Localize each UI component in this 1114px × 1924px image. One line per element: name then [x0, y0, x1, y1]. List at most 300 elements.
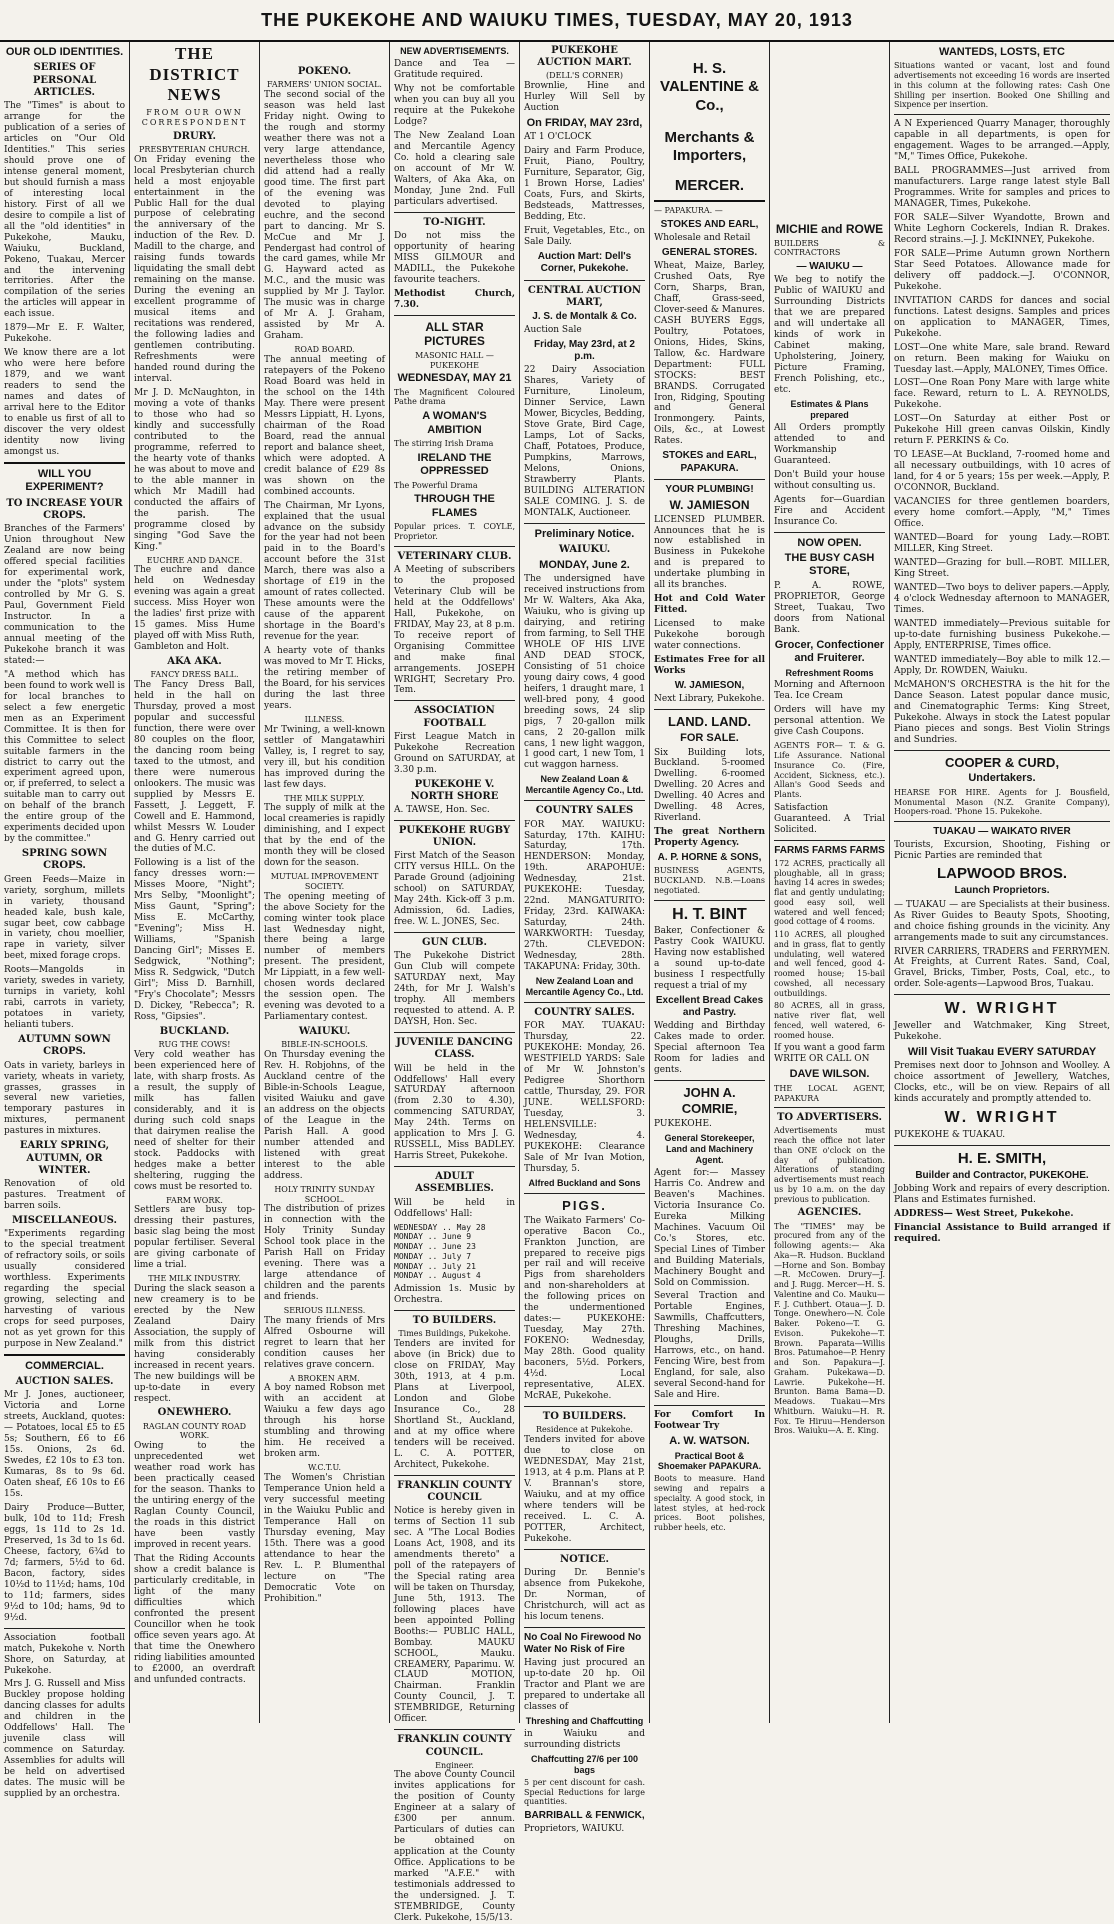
subheading: STOKES and EARL, PAPAKURA. — [662, 450, 757, 474]
classified-ad: VACANCIES for three gentlemen boarders, every home comfort.—Apply, "M," Times Office. — [894, 497, 1110, 530]
list-item: MONDAY .. June 9 — [394, 1232, 472, 1242]
assembly-dates — [394, 1223, 515, 1282]
divider — [654, 200, 765, 202]
subheading: Excellent Bread Cakes and Pastry. — [655, 995, 764, 1019]
divider — [524, 800, 645, 801]
paragraph: Six Building lots, Buckland. 5-roomed Dwelling. 6-roomed Dwelling. 20 Acres and Dwelling. 40 Acres and Dwelling. 48 Acres, Riverland. — [654, 747, 765, 824]
divider — [654, 1405, 765, 1406]
subheading: W. JAMIESON — [669, 497, 750, 512]
divider — [894, 821, 1110, 822]
paragraph: Tenders invited for above due to close on WEDNESDAY, May 21st, 1913, at 4 p.m. Plans at P. V. Brannan's store, Waiuku, and at my office where tenders will be received. L. C. A. POTTER, Architect, Pukekohe. — [524, 1435, 645, 1544]
divider — [524, 280, 645, 281]
paragraph: Auction Sale — [524, 325, 582, 336]
classified-ad: INVITATION CARDS for dances and social functions. Latest designs. Samples and prices on application to MANAGER, Times, Pukekohe. — [894, 295, 1110, 339]
paragraph: Hot and Cold Water Fitted. — [654, 594, 765, 616]
subheading: FANCY DRESS BALL. — [150, 670, 239, 680]
subheading: Residence at Pukekohe. — [536, 1425, 633, 1435]
subheading: ROAD BOARD. — [294, 345, 355, 355]
paragraph: The Fancy Dress Ball, held in the hall on Thursday, proved a most popular and successful function, there were over 80 couples on the floor, the dancing room being taxed to the utmost, and there were numerous onlookers. The music was supplied by Messrs E. Fassett, J. Leggett, F. Cowell and E. Hammond, whilst Messrs W. Louder and G. Henry carried out the duties of M.C. — [134, 679, 255, 855]
subheading: — WAIUKU — — [796, 261, 863, 273]
paragraph: We know there are a lot who were here before 1879, and we want readers to send the names and dates of arrival here to the Editor to enable us first of all to discover the very oldest identity now living amongst us. — [4, 348, 125, 457]
paragraph: Branches of the Farmers' Union throughout New Zealand are now being offered special facilities for experimental work, under the "plots" system controlled by Mr G. S. Paul, Government Field Instructor. In a communication to the annual meeting of the Pukekohe branch it was stated:— — [4, 524, 125, 666]
subheading: Preliminary Notice. — [534, 527, 635, 540]
divider — [4, 1354, 125, 1356]
classified-ad: LOST—One Roan Pony Mare with large white face. Reward, return to L. A. REYNOLDS, Pukekohe. — [894, 378, 1110, 411]
divider — [394, 315, 515, 316]
paragraph: A Meeting of subscribers to the proposed Veterinary Club will be held at the Oddfellows' Hall, Pukekohe, on FRIDAY, May 23, at 8 p.m. To receive report of Organising Committee and make final arrangements. JOSEPH WRIGHT, Secretary Pro. Tem. — [394, 564, 515, 696]
divider — [394, 212, 515, 213]
subheading: FRANKLIN COUNTY COUNCIL — [397, 1479, 512, 1503]
divider — [524, 1002, 645, 1003]
subheading: THE MILK SUPPLY. — [284, 793, 365, 803]
subheading: MUTUAL IMPROVEMENT SOCIETY. — [270, 872, 379, 891]
paragraph: Association football match, Pukekohe v. North Shore, on Saturday, at Pukekohe. — [4, 1632, 125, 1676]
subheading: Undertakers. — [968, 772, 1036, 785]
subheading: DRURY. — [172, 130, 217, 142]
subheading: LAND. LAND. — [667, 714, 752, 730]
paragraph: Renovation of old pastures. Treatment of barren soils. — [4, 1178, 125, 1211]
column-2 — [130, 42, 260, 1723]
divider — [394, 932, 515, 933]
subheading: Threshing and Chaffcutting — [525, 1715, 644, 1726]
paragraph: Tenders are invited for above (in Brick) due to close on FRIDAY, May 30th, 1913, at 4 p.m. Plans at Liverpool, London and Globe Insurance Co., 28 Shortland St., Auckland, and at my office where tenders will be received. L. C. A. POTTER, Architect, Pukekohe. — [394, 1338, 515, 1470]
paragraph: AGENTS FOR— T. & G. Life Assurance. National Insurance Co. (Fire, Accident, Sickness, etc.). Allan's Good Seeds and Plants. — [774, 741, 885, 800]
subheading: J. S. de Montalk & Co. — [532, 310, 637, 322]
subheading: A WOMAN'S AMBITION — [422, 410, 487, 436]
divider — [654, 1080, 765, 1081]
subheading: POKENO. — [297, 66, 352, 77]
subheading: AUCTION SALES. — [15, 1376, 114, 1388]
paragraph: The "TIMES" may be procured from any of the following agents:— Aka Aka—R. Hudson. Buckland—Horne and Son. Bombay—R. McCowen. Drury—J. and J. Rugg. Mercer—H. S. Valentine and Co. Mauku—F. J. Cuthbert. Otaua—J. D. Tonge. Onewhero—N. Cole Baker. Pokeno—T. G. Evison. Pukekohe—T. Brown. Paparata—Willis Bros. Patumahoe—P. Henry and Son. Papakura—J. Graham. Pukekawa—D. Lawrie. Pukekohe—H. Brunton. Bama Bama—D. Meadows. Tuakau—Mrs Whitburn. Waiuku—H. R. Fox. Te Hiruu—Henderson Bros. Waiuku—A. E. King. — [774, 1221, 885, 1436]
paragraph: Agent for:— Massey Harris Co. Andrew and Beaven's Machines. Victoria Insurance Co. Eureka Milking Machines. Vacuum Oil Co.'s Stores, etc. Special Lines of Timber and Building Materials, Machinery Bought and Sold on Commission. — [654, 1167, 765, 1288]
paragraph: A boy named Robson met with an accident at Waiuku a few days ago through his horse stumbling and throwing him. He received a broken arm. — [264, 1383, 385, 1460]
paragraph: Roots—Mangolds in variety, swedes in variety, turnips in variety, kohl rabi, carrots in variety, potatoes in variety, helianti tubers. — [4, 965, 125, 1031]
subheading: LAPWOOD BROS. — [937, 865, 1067, 883]
paragraph: The "Times" is about to arrange for the publication of a series of articles on "Our Old Identities." This series should prove one of intense general moment, but should furnish a mass of interesting local history. First of all we desire to compile a list of all the "old identities" in Pukekohe, Mauku, Waiuku, Buckland, Pokeno, Tuakau, Mercer and the intervening territories. After the compilation of the series the articles will appear in each issue. — [4, 100, 125, 320]
paragraph: Dairy and Farm Produce, Fruit, Piano, Poultry, Furniture, Separator, Gig, 1 Brown Horse, Ladies' Coats, Furs, and Skirts, Bedsteads, Mattresses, Bedding, Etc. — [524, 146, 645, 223]
subheading: EUCHRE AND DANCE. — [146, 555, 243, 565]
subheading: A. P. HORNE & SONS, — [657, 852, 762, 864]
subheading: STOKES AND EARL, — [660, 218, 759, 230]
divider — [524, 1406, 645, 1407]
paragraph: Orders will have my personal attention. We give Cash Coupons. — [774, 705, 885, 738]
classified-ad: BALL PROGRAMMES—Just arrived from manufacturers. Large range latest style Ball Programmes. Write for samples and prices to MANAGER, Times, Pukekohe. — [894, 166, 1110, 209]
subheading: GUN CLUB. — [422, 937, 487, 949]
subheading: BIBLE-IN-SCHOOLS. — [281, 1040, 368, 1050]
heading: OUR OLD IDENTITIES. — [5, 46, 124, 58]
paragraph: Dairy Produce—Butter, bulk, 10d to 11d; Fresh eggs, 1s 11d to 2s 1d. Preserved, 1s 3d to 1s 6d. Cheese, factory, 6¾d to 7d; farmers, 5½d to 6d. Bacon, factory, sides 10½d to 11½d; hams, 10d to 11d; farmers, sides 9½d to 10d; hams, 9d to 9½d. — [4, 1502, 125, 1623]
divider — [894, 114, 1110, 115]
subheading: Alfred Buckland and Sons — [528, 1177, 641, 1188]
subheading: JOHN A. COMRIE, — [681, 1085, 738, 1117]
paragraph: 5 per cent discount for cash. Special Reductions for large quantities. — [524, 1777, 645, 1807]
subheading: DAVE WILSON. — [789, 1068, 870, 1081]
district-news-title: THE DISTRICT NEWS — [149, 44, 240, 105]
paragraph: Tourists, Excursion, Shooting, Fishing or Picnic Parties are reminded that — [894, 840, 1110, 862]
subheading: PIGS. — [562, 1197, 607, 1213]
paragraph: Licensed to make Pukekohe borough water connections. — [654, 619, 765, 652]
list-item: MONDAY .. June 23 — [394, 1242, 476, 1252]
subheading: H. E. SMITH, — [957, 1149, 1047, 1167]
paragraph: Will be held in the Oddfellows' Hall every SATURDAY afternoon (from 2.30 to 4.30), commencing SATURDAY, May 24th. Terms on application to Mrs J. G. RUSSELL, Miss BADLEY. Harris Street, Pukekohe. — [394, 1063, 515, 1162]
paragraph: "Experiments regarding to the special treatment of refractory soils, or soils usually considered worthless. Experiments regarding the special growing, selecting and harvesting of various crops for seed purposes, not as yet grown for this purpose in New Zealand." — [4, 1229, 125, 1349]
paragraph: AT 1 O'CLOCK — [524, 132, 592, 143]
paragraph: Settlers are busy top-dressing their pastures, basic slag being the most popular fertiliser. Several are giving carbonate of lime a trial. — [134, 1205, 255, 1271]
paragraph: Wholesale and Retail — [654, 232, 751, 243]
heading: WILL YOU EXPERIMENT? — [25, 467, 104, 494]
paragraph: Popular prices. T. COYLE, Proprietor. — [394, 522, 515, 541]
divider — [654, 900, 765, 901]
subheading: THROUGH THE FLAMES — [414, 493, 495, 519]
paragraph: That the Riding Accounts show a credit balance is particularly creditable, in light of the many difficulties which confronted the present Councillor when he took office seven years ago. At that time the Onewhero riding liabilities amounted to £2000, an overdraft and unfunded contracts. — [134, 1553, 255, 1685]
divider — [394, 820, 515, 821]
divider — [774, 532, 885, 533]
paragraph: Brownlie, Hine and Hurley Will Sell by Auction — [524, 81, 645, 114]
divider — [4, 462, 125, 464]
subheading: On FRIDAY, MAY 23rd, — [526, 117, 643, 130]
subheading: THE BUSY CASH STORE, — [784, 552, 875, 578]
column-3 — [260, 42, 390, 1723]
classified-ad: WANTED immediately—Previous suitable for up-to-date furnishing business Pukekohe.—Apply, ENTERPRISE, Times office. — [894, 618, 1110, 651]
subheading: BUCKLAND. — [159, 1025, 230, 1037]
paragraph: The above County Council invites applications for the position of County Engineer at a salary of £300 per annum. Particulars of duties can be obtained on application at the County Office. Applications to be marked "A.F.E." with testimonials addressed to the undersigned. J. T. STEMBRIDGE, County Clerk. Pukekohe, 15/5/13. — [394, 1770, 515, 1924]
divider — [524, 1549, 645, 1550]
subheading: W. WRIGHT — [944, 1000, 1060, 1018]
subheading: TO BUILDERS. — [542, 1411, 627, 1423]
paragraph: Mr J. D. McNaughton, in moving a vote of thanks to those who had so kindly and successfully contributed to the programme, referred to the hearty vote of thanks he was about to move and to the able manner in which Mr Madill had conducted the affairs of the parish. The programme closed by singing "God Save the King." — [134, 387, 255, 552]
divider — [894, 994, 1110, 995]
paragraph: Green Feeds—Maize in variety, sorghum, millets in variety, thousand headed kale, bush kale, sugar beet, cow cabbage in variety, chou moellier, rape in variety, silver beet, mixed forage crops. — [4, 874, 125, 962]
paragraph: Why not be comfortable when you can buy all you require at the Pukekohe Lodge? — [394, 83, 515, 127]
subheading: Launch Proprietors. — [954, 885, 1050, 897]
paragraph: HEARSE FOR HIRE. Agents for J. Bousfield, Monumental Mason (N.Z. Granite Company), Hoopers-road. 'Phone 15. Pukekohe. — [894, 787, 1110, 817]
paragraph: Agents for—Guardian Fire and Accident Insurance Co. — [774, 494, 885, 527]
classified-ad: FOR SALE—Silver Wyandotte, Brown and White Leghorn Cockerels, Indian R. Drakes. Record strains.—J. J. McKINNEY, Pukekohe. — [894, 212, 1110, 245]
paragraph: LICENSED PLUMBER. Announces that he is now established in Business in Pukekohe and is prepared to undertake plumbing in all its branches. — [654, 514, 765, 591]
divider — [394, 1729, 515, 1730]
subheading: New Zealand Loan & Mercantile Agency Co., Ltd. — [525, 774, 644, 796]
divider — [524, 1627, 645, 1628]
paragraph: Fruit, Vegetables, Etc., on Sale Daily. — [524, 226, 645, 248]
subheading: EARLY SPRING, AUTUMN, OR WINTER. — [19, 1140, 110, 1176]
subheading: PUKEKOHE RUGBY UNION. — [398, 825, 511, 849]
subheading: GENERAL STORES. — [661, 246, 758, 258]
paragraph: Situations wanted or vacant, lost and found advertisements not exceeding 16 words are inserted in this column at the following rates: Cash One Shilling per insertion. Booked One Shilling and Sixpence per insertion. — [894, 61, 1110, 110]
subheading: YOUR PLUMBING! — [665, 483, 754, 495]
paragraph: PUKEKOHE. — [654, 1118, 712, 1129]
subheading: CENTRAL AUCTION MART, — [527, 284, 642, 308]
subheading: WAIUKU. — [558, 544, 611, 556]
paragraph: Several Traction and Portable Engines, Sawmills, Chaffcutters, Threshing Machines, Ploughs, Drills, Harrows, etc., on hand. Fencing Wire, best from England, for sale, also several Second-hand for Sale and Hire. — [654, 1291, 765, 1401]
subheading: Auction Mart: Dell's Corner, Pukekohe. — [537, 251, 632, 275]
column-8 — [890, 42, 1114, 1723]
subheading: MONDAY, June 2. — [539, 558, 630, 571]
divider — [894, 750, 1110, 751]
subheading: Times Buildings, Pukekohe. — [398, 1329, 511, 1339]
subheading: FARM WORK. — [166, 1195, 223, 1205]
subheading: TO INCREASE YOUR CROPS. — [6, 497, 123, 521]
subheading: Friday, May 23rd, at 2 p.m. — [534, 339, 635, 363]
subheading: A BROKEN ARM. — [289, 1373, 360, 1383]
paragraph: Do not miss the opportunity of hearing MISS GILMOUR and MADILL, the Pukekohe favourite teachers. — [394, 230, 515, 285]
paragraph: Baker, Confectioner & Pastry Cook WAIUKU. Having now established a sound up-to-date business I respectfully request a trial of my — [654, 926, 765, 992]
subheading: Builder and Contractor, PUKEKOHE. — [915, 1169, 1089, 1181]
subheading: ILLNESS. — [304, 714, 345, 724]
subheading: Refreshment Rooms — [785, 667, 874, 678]
classified-ad: FOR SALE—Prime Autumn grown Northern Star Seed Potatoes. Allowance made for delivery off paddock.—J. O'CONNOR, Pukekohe. — [894, 248, 1110, 292]
paragraph: If you want a good farm WRITE OR CALL ON — [774, 1043, 885, 1065]
paragraph: 22 Dairy Association Shares, Variety of Furniture, Linoleum, Dinner Service, Lawn Mower, Bicycles, Bedding, Stove Grate, Bird Cage, Lamps, Lot of Sacks, Chaff, Potatoes, Produce, Pumpkins, Marrows, Melons, Onions, Strawberry Plants. BUILDING ALTERATION SALE COMING. J. S. de MONTALK, Auctioneer. — [524, 365, 645, 518]
heading: WANTEDS, LOSTS, ETC — [939, 46, 1065, 58]
subheading: COUNTRY SALES — [535, 805, 634, 817]
paragraph: Wedding and Birthday Cakes made to order. Special afternoon Tea Room for ladies and gents. — [654, 1021, 765, 1076]
paragraph: FOR MAY. WAIUKU: Saturday, 17th. KAIHU: Saturday, 17th. HENDERSON: Monday, 19th. ARAPOHUE: Wednesday, 21st. PUKEKOHE: Tuesday, 22nd. MANGATURITO: Friday, 23rd. KAIWAKA: Saturday, 24th. WARKWORTH: Tuesday, 27th. CLEVEDON: Wednesday, 28th. TAKAPUNA: Friday, 30th. — [524, 819, 645, 973]
paragraph: Satisfaction Guaranteed. A Trial Solicited. — [774, 802, 885, 835]
divider — [394, 1032, 515, 1033]
paragraph: Mrs J. G. Russell and Miss Buckley propose holding dancing classes for adults and children in the Oddfellows' Hall. The juvenile class will commence on Saturday. Assemblies for adults will be held on advertised dates. The music will be supplied by an orchestra. — [4, 1679, 125, 1800]
classified-ad: LOST—On Saturday at either Post or Pukekohe Hill green canvas Oilskin, Kindly return F. PERKINS & Co. — [894, 414, 1110, 447]
list-item: WEDNESDAY .. May 28 — [394, 1222, 486, 1232]
paragraph: RIVER CARRIERS, TRADERS and FERRYMEN. At Freights, at Current Rates. Sand, Coal, Gravel, Bricks, Timber, Posts, Coal, etc., to order. Sole-agents—Lapwood Bros, Tuakau. — [894, 946, 1110, 990]
column-7 — [770, 42, 890, 1723]
pictures-title: ALL STAR PICTURES — [424, 319, 485, 349]
paragraph: Financial Assistance to Build arranged if required. — [894, 1222, 1110, 1244]
paragraph: During Dr. Bennie's absence from Pukekohe, Dr. Norman, of Christchurch, will act as his locum tenens. — [524, 1567, 645, 1622]
classified-ad: WANTED immediately—Boy able to milk 12.—Apply, Dr. ROWDEN, Waiuku. — [894, 654, 1110, 676]
paragraph: The euchre and dance held on Wednesday evening was again a great success. Miss Hoyer won the ladies' first prize with 15 games. Miss Hume played off with Miss Ruth, Gambleton and Holt. — [134, 565, 255, 653]
paragraph: During the slack season a new creamery is to be erected by the New Zealand Dairy Association, the supply of milk from this district having considerably increased in recent years. The new buildings will be up-to-date in every respect. — [134, 1283, 255, 1404]
paragraph: Owing to the unprecedented wet weather road work has been practically ceased for the season. Thanks to the untiring energy of the Raglan County Council, the roads in this district have been vastly improved in recent years. — [134, 1441, 255, 1550]
paragraph: Jeweller and Watchmaker, King Street, Pukekohe. — [894, 1020, 1110, 1042]
classified-ad: WANTED—Board for young Lady.—ROBT. MILLER, King Street. — [894, 533, 1110, 555]
paragraph: Boots to measure. Hand sewing and repairs a specialty. A good stock, in latest styles, at hed-rock prices. Boot polishes, rubber heels, etc. — [654, 1474, 765, 1533]
subheading: HOLY TRINITY SUNDAY SCHOOL. — [274, 1184, 375, 1204]
subheading: TO ADVERTISERS. — [776, 1112, 883, 1124]
paragraph: — PAPAKURA. — — [654, 205, 723, 215]
paragraph: Dance and Tea — Gratitude required. — [394, 58, 515, 80]
subheading: PUKEKOHE AUCTION MART. — [537, 45, 632, 69]
divider — [394, 546, 515, 547]
subheading: FRANKLIN COUNTY COUNCIL. — [397, 1734, 512, 1758]
paragraph: The distribution of prizes in connection with the Holy Trinity Sunday School took place in the Parish Hall on Friday evening. There was a large attendance of children and the parents and friends. — [264, 1204, 385, 1303]
paragraph: On Friday evening the local Presbyterian church held a most enjoyable entertainment in the Public Hall for the dual purpose of celebrating the anniversary of the induction of the Rev. D. Madill to the charge, and raising funds towards liquidating the small debt remaining on the manse. During the evening an excellent programme of musical items and recitations was rendered, the following ladies and gentlemen contributing. Refreshments were handed round during the interval. — [134, 154, 255, 385]
subheading: MASONIC HALL — PUKEKOHE — [415, 350, 494, 370]
classified-ad: McMAHON'S ORCHESTRA is the hit for the Dance Season. Latest popular dance music, and Cinematographic Terms: King Street, Pukekohe. Always in stock the Latest popular Piano pieces and songs. Best Violin Strings and Sundries. — [894, 679, 1110, 745]
paragraph: The undersigned have received instructions from Mr W. Walters, Aka Aka, Waiuku, who is giving up dairying, and retiring from farming, to Sell THE WHOLE OF HIS LIVE AND DEAD STOCK, Consisting of 51 choice young dairy cows, 4 good heifers, 1 draught mare, 1 well-bred pony, 4 good breeding sows, 24 slip pigs, 7 20-gallon milk cans, 2 20-gallon milk cans, 1 new light waggon, 1 good cart, 1 new Tom, 1 cut waggon harness. — [524, 573, 645, 771]
divider — [654, 709, 765, 710]
paragraph: Jobbing Work and repairs of every description. Plans and Estimates furnished. — [894, 1184, 1110, 1206]
paragraph: The Chairman, Mr Lyons, explained that the usual advance on the subsidy for the year had not been paid in to the Board's account before the 31st March, there was also a shortage of £19 in the amount of rates collected. These amounts were the cause of the apparent shortage in the Board's revenue for the year. — [264, 500, 385, 643]
subheading: JUVENILE DANCING CLASS. — [396, 1037, 513, 1061]
valentine-trade: Merchants & Importers, — [664, 128, 755, 165]
paragraph: BUILDERS & CONTRACTORS — [774, 238, 885, 258]
divider — [524, 1193, 645, 1194]
paragraph: The supply of milk at the local creameries is rapidly diminishing, and I expect that by the end of the month they will be closed down for the season. — [264, 803, 385, 869]
divider — [654, 479, 765, 480]
subheading: TO BUILDERS. — [412, 1315, 497, 1326]
paragraph: THE LOCAL AGENT, PAPAKURA — [774, 1083, 885, 1103]
paragraph: Wheat, Maize, Barley, Crushed Oats, Rye Corn, Sharps, Bran, Chaff, Grass-seed, Clover-seed & Manures. CASH BUYERS Eggs, Poultry, Potatoes, Onions, Hides, Skins, Tallow, &c. Hardware Department: FULL STOCKS: BEST BRANDS. Corrugated Iron, Ridging, Spouting and General Ironmongery. Paints, Oils, &c., at Lowest Rates. — [654, 260, 765, 447]
subheading: Estimates & Plans prepared — [790, 398, 869, 420]
paragraph: "A method which has been found to work well is for local branches to select a few energetic men as an Experiment Committee. It is then for this Committee to select suitable farmers in the district to carry out the experiment agreed upon, or, if preferred, to select a suitable man to carry out on behalf of the branch the entire group of the experiments decided upon by the committee." — [4, 669, 125, 845]
paragraph: Will be held in Oddfellows' Hall: — [394, 1197, 515, 1219]
paragraph: The Waikato Farmers' Co-operative Bacon Co., Frankton Junction, are prepared to receive pigs per rail and will receive Pigs from shareholders and non-shareholders at the following prices on the undermentioned dates:— PUKEKOHE: Tuesday, May 27th. FOKENO: Wednesday, May 28th. Good quality baconers, 5½d. Porkers, 4½d. Local representative, ALEX. McRAE, Pukekohe. — [524, 1215, 645, 1402]
subheading: W. WRIGHT — [944, 1109, 1060, 1127]
paragraph: Following is a list of the fancy dresses worn:—Misses Moore, "Night"; Mrs Selby, "Moonlight"; Miss Gaunt, "Spring"; Miss E. McCarthy, "Evening"; Miss H. Williams, "Spanish Dancing Girl"; Misses E. Sedgwick, "Nothing"; Miss R. Sedgwick, "Dutch Girl"; Miss D. Barnhill, "Fry's Chocolate"; Messrs D. Dickey, "Rebecca"; R. Ross, "Gipsies". — [134, 858, 255, 1023]
subheading: NOW OPEN. — [797, 536, 862, 549]
subheading: No Coal No Firewood No Water No Risk of Fire — [524, 1631, 642, 1655]
subheading: SERIOUS ILLNESS. — [283, 1306, 366, 1315]
column-1 — [0, 42, 130, 1800]
divider — [394, 1310, 515, 1311]
subheading: ASSOCIATION FOOTBALL — [414, 705, 495, 729]
valentine-town: MERCER. — [674, 177, 745, 195]
subheading: IRELAND THE OPPRESSED — [417, 451, 492, 478]
paragraph: The annual meeting of ratepayers of the Pokeno Road Board was held in the school on the 14th May. There were present Messrs Lippiatt, H. Lyons, chairman of the Road Board, read the annual report and balance sheet, which were adopted. A credit balance of £29 8s was shown on the combined accounts. — [264, 354, 385, 497]
paragraph: Having just procured an up-to-date 20 hp. Oil Tractor and Plant we are prepared to undertake all classes of — [524, 1658, 645, 1712]
paragraph: 172 ACRES, practically all ploughable, all in grass; having 14 acres in swedes; flat and gently undulating; good easy soil, well watered and well fenced; good cottage of 4 rooms. — [774, 858, 885, 927]
subheading: FOR SALE. — [680, 732, 739, 745]
divider — [394, 1475, 515, 1476]
subheading: Practical Boot & Shoemaker PAPAKURA. — [657, 1450, 762, 1472]
subheading: RUG THE COWS! — [158, 1040, 231, 1050]
subheading: THE MILK INDUSTRY. — [148, 1274, 241, 1284]
paragraph: A hearty vote of thanks was moved to Mr T. Hicks, the retiring member of the Board, for his services during the last three years. — [264, 646, 385, 711]
divider — [394, 1166, 515, 1167]
subheading: ONEWHERO. — [157, 1407, 232, 1419]
subheading: ADULT ASSEMBLIES. — [415, 1171, 494, 1195]
paragraph: The many friends of Mrs Alfred Osbourne will regret to learn that her condition causes her relatives grave concern. — [264, 1315, 385, 1370]
subheading: RAGLAN COUNTY ROAD WORK. — [142, 1421, 247, 1441]
classified-ad: A N Experienced Quarry Manager, thoroughly capable in all departments, is open for engagement. Wages to be arranged.—Apply, "M," Times Office, Pukekohe. — [894, 119, 1110, 163]
subheading: COUNTRY SALES. — [534, 1007, 635, 1019]
paragraph: 110 ACRES, all ploughed and in grass, flat to gently undulating, well watered and well fenced, good 4-roomed house; 15-bail cowshed, all necessary outbuildings. — [774, 930, 885, 998]
heading: COMMERCIAL. — [25, 1359, 104, 1372]
subheading: PUKEKOHE V. NORTH SHORE — [410, 778, 499, 802]
paragraph: First League Match in Pukekohe Recreation Ground on SATURDAY, at 3.30 p.m. — [394, 731, 515, 775]
paragraph: Admission 1s. Music by Orchestra. — [394, 1284, 515, 1306]
subheading: MICHIE and ROWE — [775, 222, 884, 236]
paragraph: Estimates Free for all Works — [654, 655, 765, 677]
subheading: MISCELLANEOUS. — [12, 1214, 117, 1226]
subheading: A. W. WATSON. — [669, 1435, 750, 1448]
paragraph: Next Library, Pukekohe. — [654, 694, 765, 705]
paragraph: Premises next door to Johnson and Woolley. A choice assortment of Jewellery, Watches, Clocks, etc., will be on view. Repairs of all kinds accurately and promptly attended to. — [894, 1061, 1110, 1105]
paragraph: Methodist Church, 7.30. — [394, 288, 515, 310]
paragraph: Oats in variety, barleys in variety, wheats in variety, grasses, grasses in several new varieties, temporary pastures in mixtures, permanent pastures in mixtures. — [4, 1060, 125, 1137]
subheading: SERIES OF PERSONAL ARTICLES. — [32, 62, 97, 98]
divider — [4, 1628, 125, 1629]
subheading: AKA AKA. — [167, 656, 222, 668]
masthead — [0, 0, 1114, 42]
subheading: New Zealand Loan and Mercantile Agency Co., Ltd. — [525, 976, 644, 998]
paragraph: Proprietors, WAIUKU. — [524, 1824, 625, 1835]
paragraph: The great Northern Property Agency. — [654, 827, 765, 849]
heading: NEW ADVERTISEMENTS. — [400, 46, 509, 56]
paragraph: The Powerful Drama — [394, 480, 478, 490]
paragraph: 80 ACRES, all in grass, native river flat, well fenced, well watered, 6-roomed house. — [774, 1001, 885, 1040]
subheading: COOPER & CURD, — [944, 754, 1060, 770]
paragraph: The opening meeting of the above Society for the coming winter took place last Wednesday night, there being a large number of members present. The president, Mr Lippiatt, in a few well-chosen words declared the session open. The evening was devoted to a Parliamentary contest. — [264, 891, 385, 1023]
classified-ad: LOST—One white Mare, sale brand. Reward on return. Been making for Waiuku on Tuesday last.—Apply, MALONEY, Times Office. — [894, 342, 1110, 375]
subheading: FARMERS' UNION SOCIAL. — [267, 80, 382, 90]
subheading: FARMS FARMS FARMS — [774, 844, 885, 856]
paragraph: The Pukekohe District Gun Club will compete SATURDAY next, May 24th, for Mr J. Walsh's trophy. All members requested to attend. A. P. DAYSH, Hon. Sec. — [394, 951, 515, 1028]
paragraph: in Waiuku and surrounding districts — [524, 1728, 645, 1750]
list-item: MONDAY .. July 21 — [394, 1261, 476, 1271]
paragraph: On Thursday evening the Rev. H. Robjohns, of the Auckland centre of the Bible-in-Schools League, visited Waiuku and gave an address on the objects of the League in the Parish Hall. A good number attended and listened with great interest to the able address. — [264, 1050, 385, 1181]
valentine-name: H. S. VALENTINE & Co., — [660, 60, 759, 114]
paragraph: Mr J. Jones, auctioneer, Victoria and Lorne streets, Auckland, quotes:— Potatoes, local £5 to £5 5s; Southern, £6 to £6 15s. Onions, 2s 6d. Swedes, £2 10s to £3 ton. Kumaras, 8s to 9s 6d. Oaten sheaf, £6 10s to £6 15s. — [4, 1390, 125, 1499]
subheading: WEDNESDAY, MAY 21 — [397, 372, 512, 385]
paragraph: The Women's Christian Temperance Union held a very successful meeting in the Waiuku Public and Temperance Hall on Thursday evening, May 15th. There was a good attendance to hear the Rev. L. P. Blumenthal lecture on "The Democratic Vote on Prohibition." — [264, 1472, 385, 1604]
paragraph: The New Zealand Loan and Mercantile Agency Co. hold a clearing sale on account of Mr W. Walters, of Aka Aka, on Monday, June 2nd. Full particulars advertised. — [394, 130, 515, 207]
classified-ad: TO LEASE—At Buckland, 7-roomed home and all necessary outbuildings, with 10 acres of land, for 4 or 5 years; 15s per week.—Apply, P. O'CONNOR, Buckland. — [894, 450, 1110, 494]
subheading: SPRING SOWN CROPS. — [21, 848, 108, 872]
subheading: WAIUKU. — [298, 1026, 351, 1038]
classified-ad: WANTED—Grazing for bull.—ROBT. MILLER, King Street. — [894, 558, 1110, 579]
subheading: FROM OUR OWN CORRESPONDENT — [141, 108, 248, 127]
paragraph: ADDRESS— West Street, Pukekohe. — [894, 1209, 1074, 1220]
paragraph: Don't Build your house without consulting us. — [774, 469, 885, 491]
paragraph: Very cold weather has been experienced here of late, with sharp frosts. As a result, the supply of milk has fallen considerably, and it is during such cold snaps that dairymen realise the need of shelter for their stock. Paddocks with hedges make a better sheltering, rugging the cows must be resorted to. — [134, 1049, 255, 1192]
paragraph: A. TAWSE, Hon. Sec. — [394, 805, 490, 816]
columns — [0, 42, 1114, 1924]
paragraph: Advertisements must reach the office not later than ONE o'clock on the day of publication. Alterations of standing advertisements must reach us by 10 a.m. on the day previous to publication. — [774, 1126, 885, 1204]
subheading: Engineer. — [435, 1760, 474, 1770]
paragraph: The second social of the season was held last Friday night. Owing to the rough and stormy weather there was not a very large attendance, nevertheless those who did attend had a really good time. The first part of the evening was devoted to playing euchre, and the second part to dancing. Mr S. McCue and Mr J. Pendergast had control of the card games, while Mr G. Hayward acted as M.C., and the music was supplied by Mr J. Taylor. The music was in charge of Mr A. J. Graham, assisted by Mr A. Graham. — [264, 89, 385, 342]
paragraph: — TUAKAU — are Specialists at their business. As River Guides to Beauty Spots, Shooting, and choice fishing grounds in the vicinity. Any arrangements made to suit any circumstances. — [894, 899, 1110, 943]
subheading: H. T. BINT — [672, 905, 747, 923]
divider — [394, 700, 515, 701]
paragraph: Morning and Afternoon Tea. Ice Cream — [774, 680, 885, 702]
subheading: W. JAMIESON, — [674, 680, 745, 692]
subheading: Chaffcutting 27/6 per 100 bags — [530, 1753, 639, 1775]
paragraph: BUSINESS AGENTS, BUCKLAND. N.B.—Loans negotiated. — [654, 866, 765, 895]
paragraph: P. A. ROWE, PROPRIETOR, George Street, Tuakau, Two doors from National Bank. — [774, 580, 885, 635]
paragraph: All Orders promptly attended to and Workmanship Guaranteed. — [774, 422, 885, 466]
paragraph: Mr Twining, a well-known settler of Mangatawhiri Valley, is, I regret to say, very ill, but his condition has improved during the last few days. — [264, 724, 385, 790]
subheading: Grocer, Confectioner and Fruiterer. — [774, 638, 885, 665]
paragraph: The stirring Irish Drama — [394, 439, 494, 448]
subheading: PRESBYTERIAN CHURCH. — [139, 144, 250, 154]
paragraph: PUKEKOHE & TUAKAU. — [894, 1129, 1006, 1140]
list-item: MONDAY .. July 7 — [394, 1251, 472, 1261]
column-4 — [390, 42, 520, 1924]
paragraph: FOR MAY. TUAKAU: Thursday, 22. PUKEKOHE: Monday, 26. WESTFIELD YARDS: Sale of Mr W. Johnston's Pedigree Shorthorn cattle, Thursday, 29. FOR JUNE. WELLSFORD: Tuesday, 3. HELENSVILLE: Wednesday, 4. PUKEKOHE: Clearance Sale of Mr Ivan Motion, Thursday, 5. — [524, 1021, 645, 1174]
column-5 — [520, 42, 650, 1835]
divider — [774, 1107, 885, 1108]
divider — [774, 840, 885, 841]
subheading: W.C.T.U. — [308, 1463, 341, 1473]
subheading: General Storekeeper, Land and Machinery Agent. — [664, 1132, 755, 1165]
column-6 — [650, 42, 770, 1723]
subheading: NOTICE. — [559, 1553, 610, 1565]
subheading: BARRIBALL & FENWICK, — [524, 1810, 645, 1822]
divider — [894, 1145, 1110, 1146]
paragraph: We beg to notify the Public of WAIUKU and Surrounding Districts that we are prepared and will undertake all kinds of work in Cabinet making, Upholstering, Joinery, Picture Framing, French Polishing, etc., etc. — [774, 275, 885, 395]
subheading: AUTUMN SOWN CROPS. — [18, 1034, 111, 1058]
subheading: AGENCIES. — [797, 1207, 862, 1219]
paragraph: 1879—Mr E. F. Walter, Pukekohe. — [4, 323, 125, 345]
classified-ad: WANTED—Two boys to deliver papers.—Apply, 4 o'clock Wednesday afternoon to MANAGER, Times. — [894, 582, 1110, 615]
divider — [524, 523, 645, 524]
subheading: TUAKAU — WAIKATO RIVER — [933, 826, 1071, 838]
paragraph: For Comfort In Footwear Try — [654, 1410, 765, 1432]
list-item: MONDAY .. August 4 — [394, 1271, 481, 1281]
paragraph: Notice is hereby given in terms of Section 11 sub sec. A "The Local Bodies Loans Act, 1908, and its amendments thereto" a poll of the ratepayers of the Special rating area will be taken on Thursday, June 5th, 1913. The following places have been appointed Polling Booths:— PUBLIC HALL, Bombay. MAUKU SCHOOL, Mauku. CREAMERY, Paparimu. W. CLAUD MOTION, Chairman. Franklin County Council, J. T. STEMBRIDGE, Returning Officer. — [394, 1505, 515, 1725]
subheading: (DELL'S CORNER) — [546, 71, 623, 81]
